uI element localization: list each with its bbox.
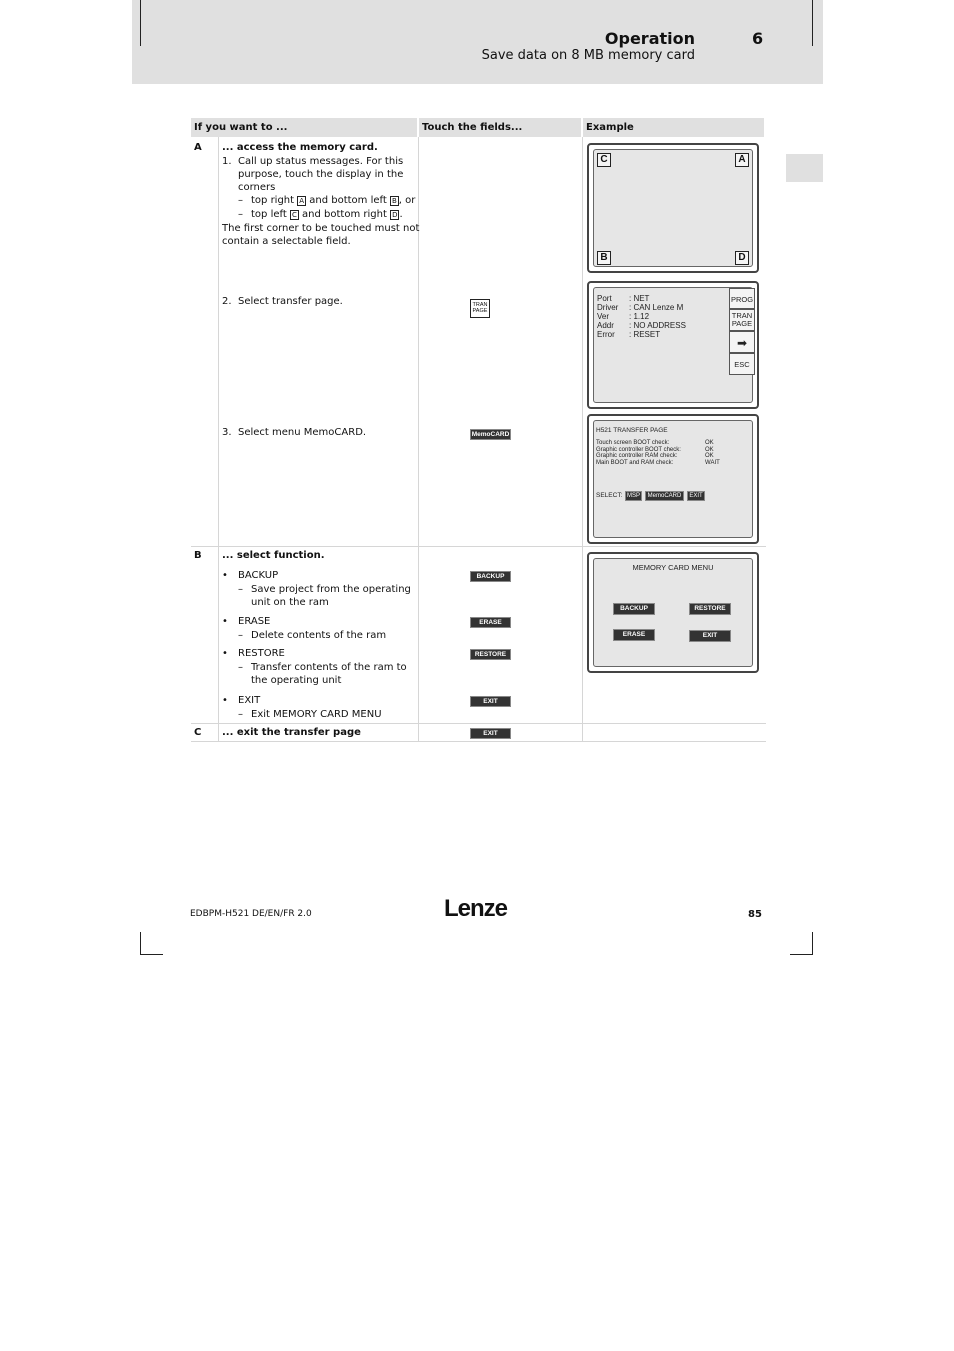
- step3-text: Select menu MemoCARD.: [238, 427, 367, 438]
- menu-backup-button[interactable]: BACKUP: [613, 603, 655, 615]
- crop-mark: [140, 0, 141, 46]
- grid-line: [582, 137, 583, 742]
- header-band: [132, 0, 823, 84]
- corner-instruction: top left C and bottom right D .: [251, 209, 403, 220]
- memocard-button[interactable]: MemoCARD: [471, 431, 510, 438]
- check-label: Main BOOT and RAM check:: [596, 459, 674, 466]
- status-value: : NET: [629, 294, 650, 303]
- status-key: Port: [597, 294, 612, 303]
- crop-mark: [140, 954, 163, 955]
- step1-line: purpose, touch the display in the: [238, 169, 404, 180]
- grid-line: [218, 137, 219, 742]
- restore-button[interactable]: RESTORE: [470, 649, 511, 660]
- tran-label: TRAN: [472, 302, 488, 308]
- status-value: : RESET: [629, 330, 661, 339]
- status-key: Ver: [597, 312, 610, 321]
- function-label-exit: EXIT: [238, 695, 261, 706]
- check-label: Touch screen BOOT check:: [596, 440, 670, 446]
- exit-transfer-button[interactable]: EXIT: [470, 728, 511, 739]
- dash: –: [238, 209, 243, 220]
- tran-page-side-button[interactable]: [729, 309, 755, 331]
- crop-mark: [140, 932, 141, 954]
- row-b-heading: ... select function.: [222, 550, 325, 561]
- select-label: SELECT:: [596, 492, 623, 499]
- msp-button[interactable]: MSP: [626, 493, 640, 499]
- chapter-tab: [786, 154, 823, 182]
- transfer-title: H521 TRANSFER PAGE: [596, 427, 668, 434]
- function-desc: unit on the ram: [251, 597, 329, 608]
- row-letter-c: C: [194, 727, 202, 738]
- example-screen-transfer: [587, 414, 759, 544]
- grid-line: [191, 723, 766, 724]
- step-number: 1.: [222, 156, 232, 167]
- arrow-right-icon[interactable]: ➡: [729, 331, 755, 353]
- key-b-icon: B: [391, 197, 397, 205]
- function-desc: the operating unit: [251, 675, 342, 686]
- dash: –: [238, 584, 243, 595]
- note-line: The first corner to be touched must not: [222, 223, 420, 234]
- corner-instruction: top right A and bottom left B , or: [251, 195, 416, 206]
- check-label: Graphic controller BOOT check:: [596, 446, 681, 453]
- page-number: 85: [748, 909, 762, 920]
- section-subtitle: Save data on 8 MB memory card: [481, 48, 695, 63]
- status-value: : 1.12: [629, 312, 650, 321]
- row-c-heading: ... exit the transfer page: [222, 727, 361, 738]
- tran-page-button[interactable]: [470, 299, 490, 318]
- grid-line: [191, 741, 766, 742]
- key-a-icon: A: [299, 197, 305, 205]
- function-desc: Transfer contents of the ram to: [251, 662, 407, 673]
- screen-display: [593, 149, 753, 267]
- page-label: PAGE: [472, 308, 488, 314]
- example-screen-corners: [587, 143, 759, 273]
- step-number: 3.: [222, 427, 232, 438]
- function-desc: Save project from the operating: [251, 584, 411, 595]
- crop-mark: [812, 0, 813, 46]
- screen-display: [593, 420, 753, 538]
- prog-button[interactable]: PROG: [729, 288, 755, 309]
- backup-button[interactable]: BACKUP: [470, 571, 511, 582]
- check-value: OK: [705, 446, 714, 453]
- memocard-screen-button[interactable]: MemoCARD: [645, 491, 684, 501]
- bullet: •: [222, 695, 228, 706]
- corner-c[interactable]: C: [597, 153, 611, 167]
- status-value: : NO ADDRESS: [629, 321, 686, 330]
- col-header-touch: Touch the fields...: [419, 118, 581, 137]
- row-a-heading: ... access the memory card.: [222, 142, 378, 153]
- menu-erase-button[interactable]: ERASE: [613, 629, 655, 641]
- bullet: •: [222, 570, 228, 581]
- bullet: •: [222, 648, 228, 659]
- menu-exit-button[interactable]: EXIT: [689, 630, 731, 642]
- status-key: Driver: [597, 303, 619, 312]
- crop-mark: [790, 954, 813, 955]
- dash: –: [238, 662, 243, 673]
- document-id: EDBPM-H521 DE/EN/FR 2.0: [190, 909, 312, 919]
- step-number: 2.: [222, 296, 232, 307]
- exit-button[interactable]: EXIT: [470, 696, 511, 707]
- function-label-restore: RESTORE: [238, 648, 285, 659]
- status-key: Error: [597, 330, 615, 339]
- menu-restore-button[interactable]: RESTORE: [689, 603, 731, 615]
- esc-button[interactable]: ESC: [729, 353, 755, 375]
- crop-mark: [812, 932, 813, 954]
- dash: –: [238, 195, 243, 206]
- check-value: OK: [705, 440, 714, 446]
- corner-b[interactable]: B: [597, 251, 611, 265]
- step1-line: corners: [238, 182, 276, 193]
- key-c-icon: C: [291, 211, 297, 219]
- step1-line: Call up status messages. For this: [238, 156, 404, 167]
- menu-title: MEMORY CARD MENU: [632, 563, 714, 572]
- example-screen-memorycard: [587, 552, 759, 673]
- corner-d[interactable]: D: [735, 251, 749, 265]
- step2-text: Select transfer page.: [238, 296, 343, 307]
- function-label-backup: BACKUP: [238, 570, 279, 581]
- check-value: OK: [705, 453, 714, 459]
- bullet: •: [222, 616, 228, 627]
- section-title: Operation: [604, 29, 695, 48]
- dash: –: [238, 630, 243, 641]
- col-header-want: If you want to ...: [191, 118, 417, 137]
- lenze-logo: Lenze: [444, 895, 508, 922]
- check-value: WAIT: [705, 459, 720, 466]
- status-key: Addr: [597, 321, 614, 330]
- row-letter-b: B: [194, 550, 202, 561]
- key-d-icon: D: [392, 211, 398, 219]
- function-desc: Exit MEMORY CARD MENU: [251, 709, 382, 720]
- check-label: Graphic controller RAM check:: [596, 453, 678, 459]
- page-label: PAGE: [731, 319, 753, 328]
- example-screen-status: [587, 281, 759, 409]
- chapter-number: 6: [752, 29, 764, 48]
- function-label-erase: ERASE: [238, 616, 271, 627]
- status-value: : CAN Lenze M: [629, 303, 684, 312]
- dash: –: [238, 709, 243, 720]
- row-letter-a: A: [194, 142, 202, 153]
- erase-button[interactable]: ERASE: [470, 617, 511, 628]
- note-line: contain a selectable field.: [222, 236, 351, 247]
- corner-a[interactable]: A: [735, 153, 749, 167]
- col-header-example: Example: [583, 118, 764, 137]
- function-desc: Delete contents of the ram: [251, 630, 387, 641]
- grid-line: [191, 546, 766, 547]
- tran-label: TRAN: [731, 311, 753, 320]
- exit-screen-button[interactable]: EXIT: [687, 491, 705, 501]
